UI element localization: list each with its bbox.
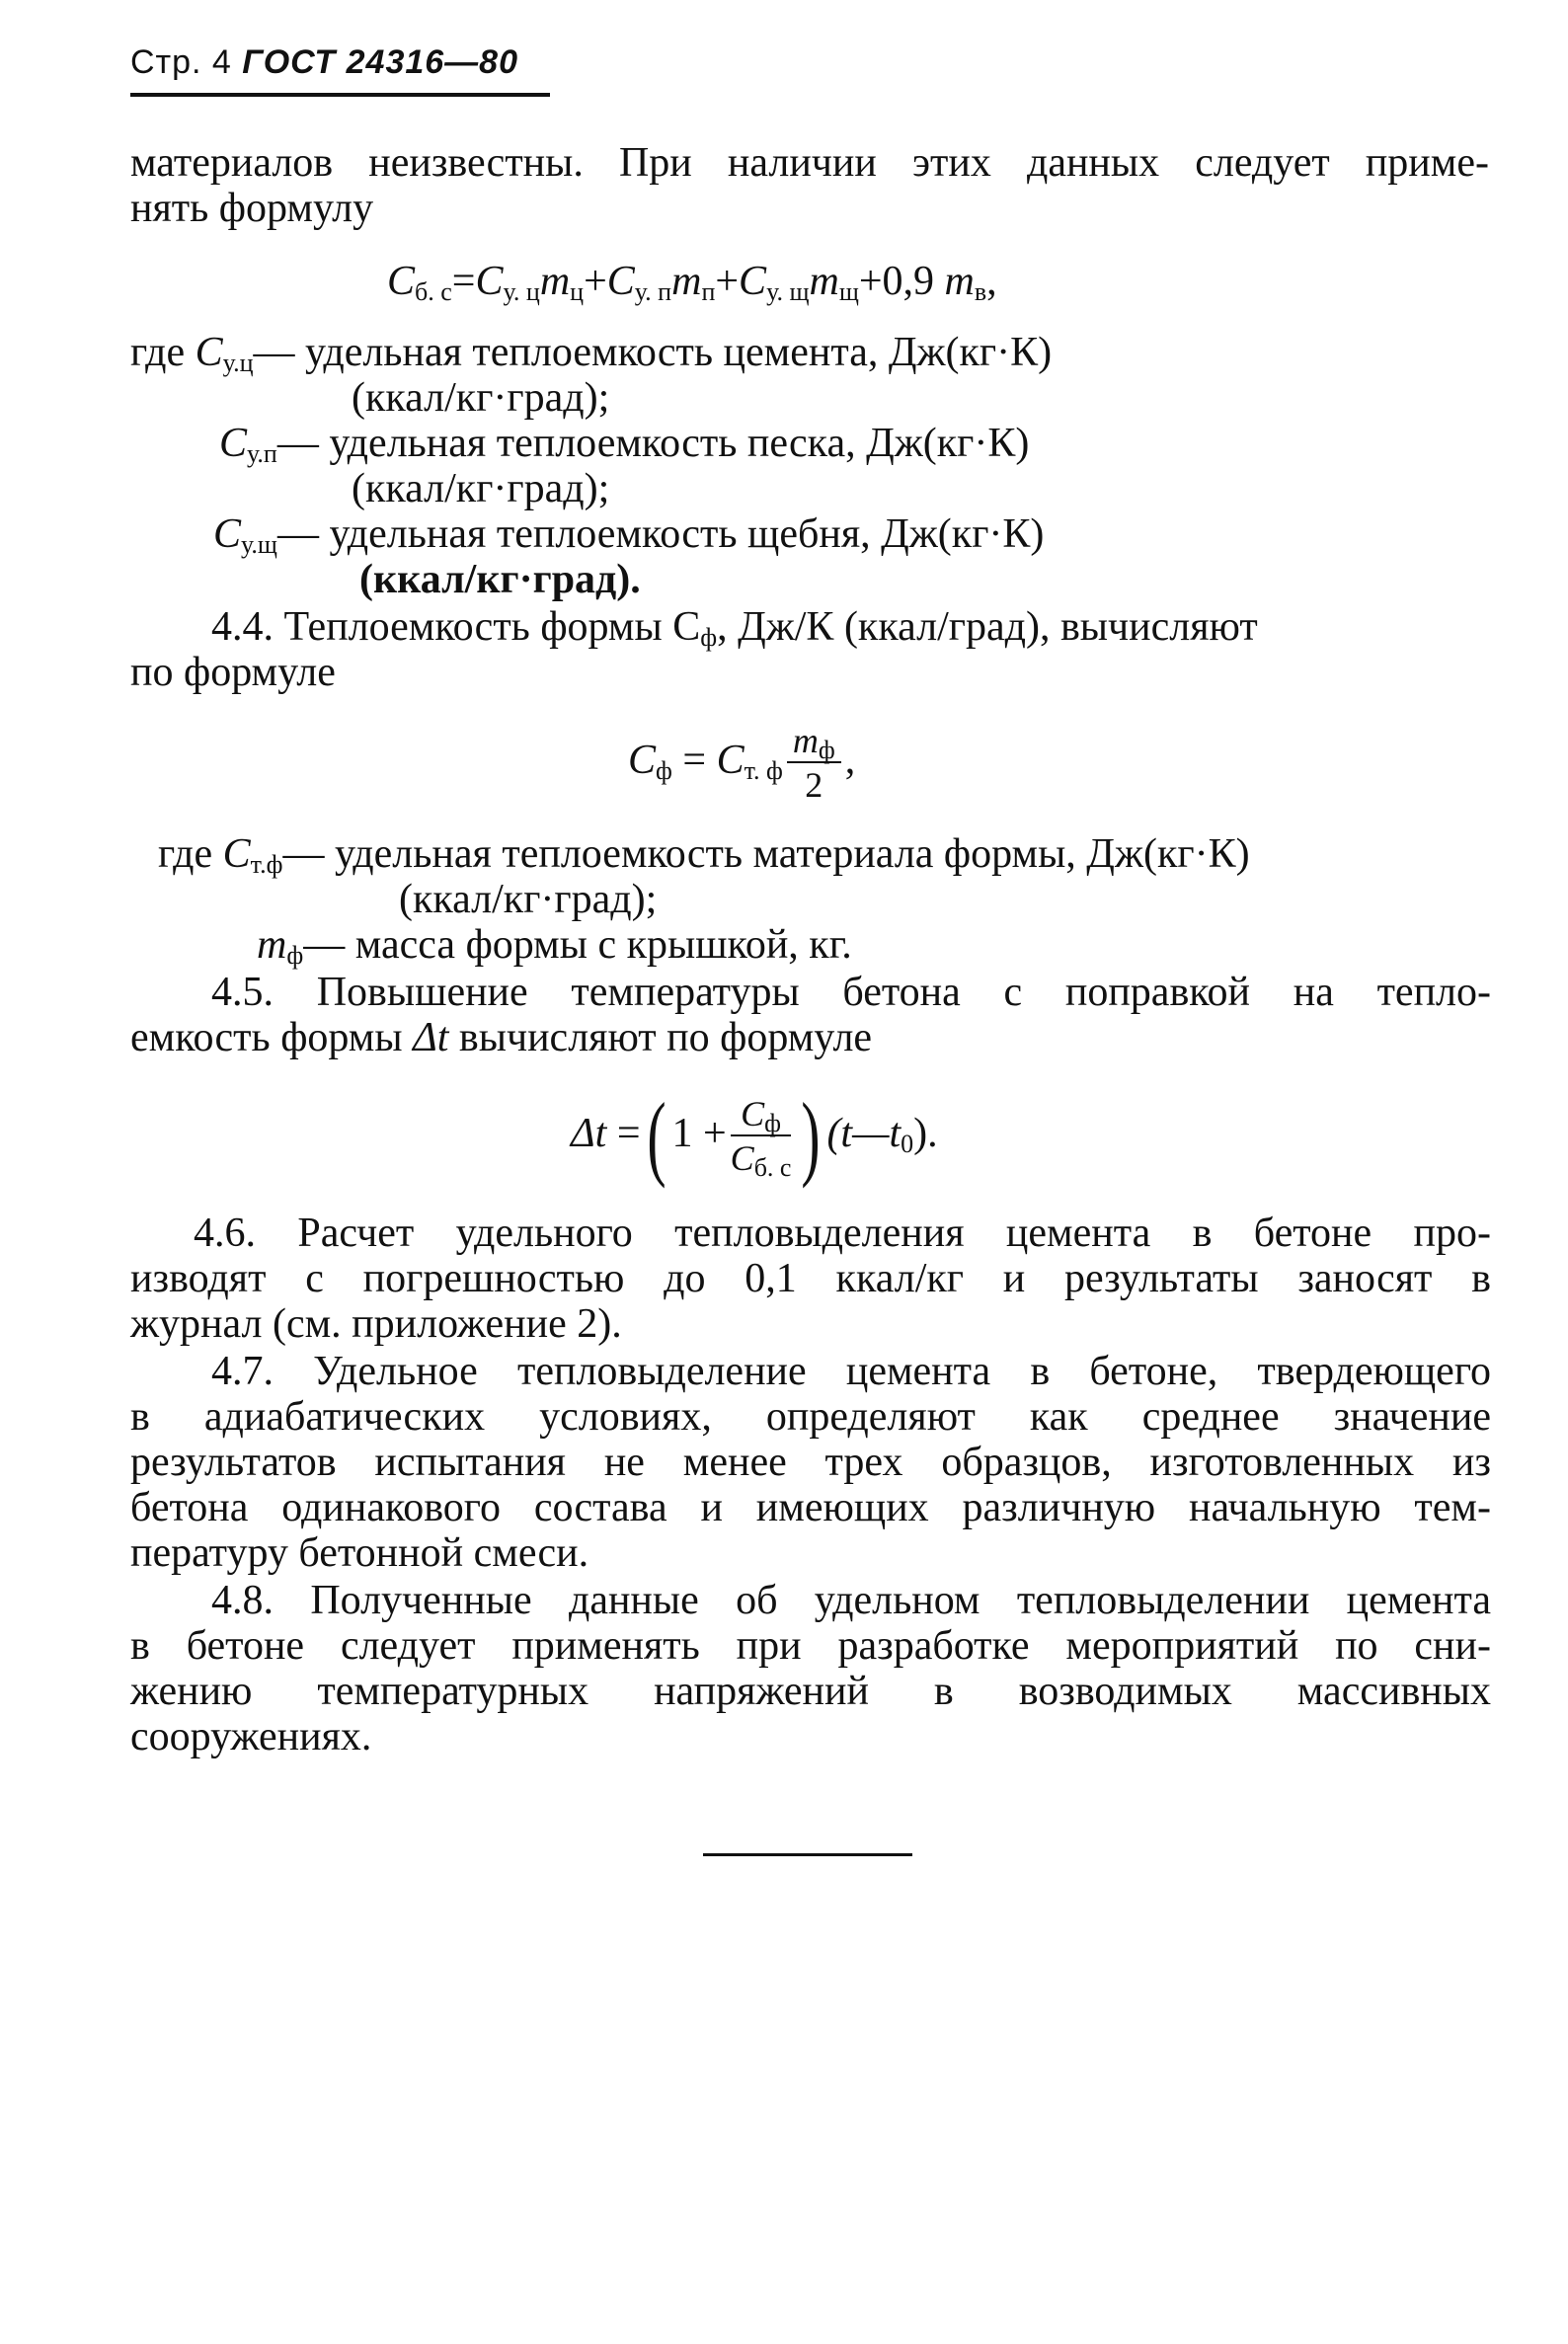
definition-sand: $C_{у.п}—$ удельная теплоемкость песка, Дж(кг·К) xyxy=(219,421,1030,468)
definition-cement: где $C_{у.ц}—$ удельная теплоемкость цемента, Дж(кг·К) xyxy=(130,330,1053,377)
paragraph-4-6-line-3: журнал (см. приложение 2). xyxy=(130,1301,622,1347)
header-rule xyxy=(130,93,550,97)
definition-form-material: где $C_{т.ф}—$ удельная теплоемкость материала формы, Дж(кг·К) xyxy=(158,831,1250,879)
paragraph-4-7-line-1: 4.7. Удельное тепловыделение цемента в бетоне, твердеющего xyxy=(211,1349,1491,1394)
intro-line-2: нять формулу xyxy=(130,186,374,231)
formula-form-heat-capacity: $C_ф = C_{т. ф}$ $\frac{m_ф}{2}$ , xyxy=(628,721,856,806)
definition-gravel-unit: (ккал/кг·град). xyxy=(359,557,641,602)
paragraph-4-4-line-1: 4.4. Теплоемкость формы $C_ф$, Дж/К (ккал/град), вычисляют xyxy=(211,604,1258,652)
paragraph-4-7-line-2: в адиабатических условиях, определяют как среднее значение xyxy=(130,1394,1491,1440)
paragraph-4-8-line-1: 4.8. Полученные данные об удельном тепловыделении цемента xyxy=(211,1578,1491,1623)
paragraph-4-8-line-2: в бетоне следует применять при разработке мероприятий по сни- xyxy=(130,1623,1491,1669)
page-header xyxy=(130,43,518,82)
formula-concrete-heat-capacity: $C_{б. с}=C_{у. ц}m_ц+C_{у. п}m_п+C_{у. щ}m_щ+0,9$ $m_в$, xyxy=(387,259,997,306)
formula-temperature-fraction: $\frac{C_ф}{C_{б. с}}$ xyxy=(730,1094,792,1183)
paragraph-4-7-line-4: бетона одинакового состава и имеющих различную начальную тем- xyxy=(130,1485,1491,1530)
definition-form-material-unit: (ккал/кг·град); xyxy=(399,877,658,922)
paragraph-4-7-line-3: результатов испытания не менее трех образцов, изготовленных из xyxy=(130,1440,1491,1485)
paragraph-4-8-line-4: сооружениях. xyxy=(130,1714,372,1759)
formula-temperature-rise: Δt =( 1 + $\frac{C_ф}{C_{б. с}}$ ) $(t—t_0)$. xyxy=(571,1083,938,1190)
definition-cement-unit: (ккал/кг·град); xyxy=(352,375,610,421)
definition-gravel: $C_{у.щ}—$ удельная теплоемкость щебня, Дж(кг·К) xyxy=(213,511,1045,559)
standard-number: ГОСТ 24316—80 xyxy=(242,43,519,81)
paragraph-4-6-line-2: изводят с погрешностью до 0,1 ккал/кг и результаты заносят в xyxy=(130,1256,1491,1301)
paragraph-4-4-line-2: по формуле xyxy=(130,650,336,695)
intro-line-1: материалов неизвестны. При наличии этих данных следует приме- xyxy=(130,140,1489,186)
paragraph-4-6-line-1: 4.6. Расчет удельного тепловыделения цемента в бетоне про- xyxy=(194,1211,1491,1256)
page-label: Стр. 4 xyxy=(130,43,232,81)
paragraph-4-8-line-3: жению температурных напряжений в возводимых массивных xyxy=(130,1669,1491,1714)
paragraph-4-7-line-5: пературу бетонной смеси. xyxy=(130,1530,589,1576)
definition-form-mass: $m_ф—$ масса формы с крышкой, кг. xyxy=(257,922,852,970)
definition-sand-unit: (ккал/кг·град); xyxy=(352,466,610,511)
formula-form-fraction: $\frac{m_ф}{2}$ xyxy=(787,722,841,805)
paragraph-4-5-line-1: 4.5. Повышение температуры бетона с поправкой на тепло- xyxy=(211,970,1491,1015)
paragraph-4-5-line-2: емкость формы Δt вычисляют по формуле xyxy=(130,1015,873,1060)
end-rule xyxy=(703,1853,912,1856)
